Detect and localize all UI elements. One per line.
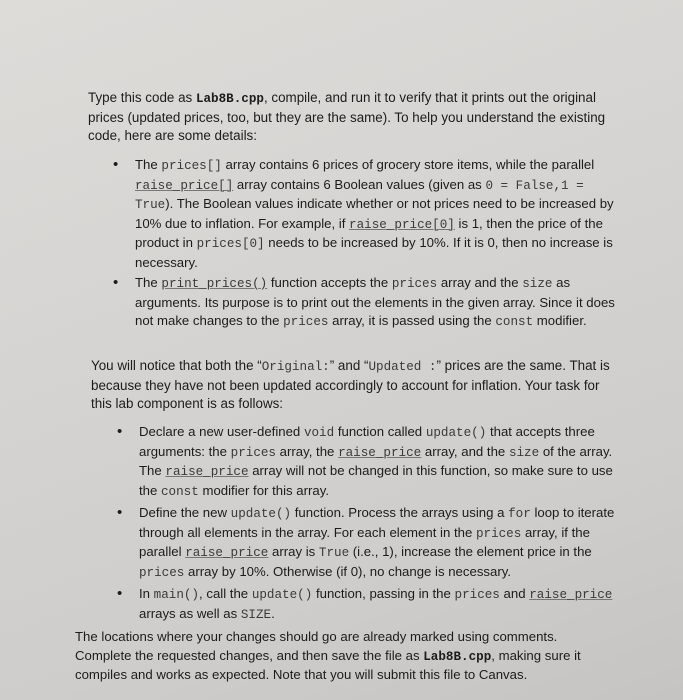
intro-filename: Lab8B.cpp [195,92,264,106]
details-item-prices: • The prices[] array contains 6 prices of grocery store items, while the parallel raise_price[] array contains 6 Boolean values (given as 0 = False,1 = True). The Boolean values indicate whether or not prices need to be increased by 10% due to inflation. For example, if raise_price[0] is 1, then the price of the product in prices[0] needs to be increased by 10%. If it is 0, then no increase is necessary. [135,156,625,272]
task-item-declare: • Declare a new user-defined void function called update() that accepts three arguments: the prices array, the raise_price array, and the size of the array. The raise_price array will not be changed in this function, so make sure to use the const modifier for this array. [139,423,617,501]
tasks-list [139,423,617,624]
details-list [135,156,625,332]
notice-paragraph: You will notice that both the “Original:” and “Updated :” prices are the same. That is because they have not been updated accordingly to account for inflation. Your task for this lab component is as follows: [91,358,610,411]
closing-paragraph: The locations where your changes should go are already marked using comments. Complete the requested changes, and then save the file as Lab8B.cpp, making sure it compiles and works as expected. Note that you will submit this file to Canvas. [75,629,581,682]
intro-paragraph [88,89,628,146]
details-item-print-prices: • The print_prices() function accepts the prices array and the size as arguments. Its purpose is to print out the elements in the given array. Since it does not make changes to the prices array, it is passed using the const modifier. [135,274,625,332]
intro-text-b: , compile, and run it to verify that it prints out the original prices (updated prices, too, but they are the same). To help you understand the existing code, here are some details: [88,90,606,143]
task-item-call: • In main(), call the update() function, passing in the prices and raise_price arrays as well as SIZE. [139,585,617,624]
intro-text-a: Type this code as [88,90,196,105]
task-item-define: • Define the new update() function. Process the arrays using a for loop to iterate through all elements in the array. For each element in the prices array, if the parallel raise_price array is True (i.e., 1), increase the element price in the prices array by 10%. Otherwise (if 0), no change is necessary. [139,504,617,582]
